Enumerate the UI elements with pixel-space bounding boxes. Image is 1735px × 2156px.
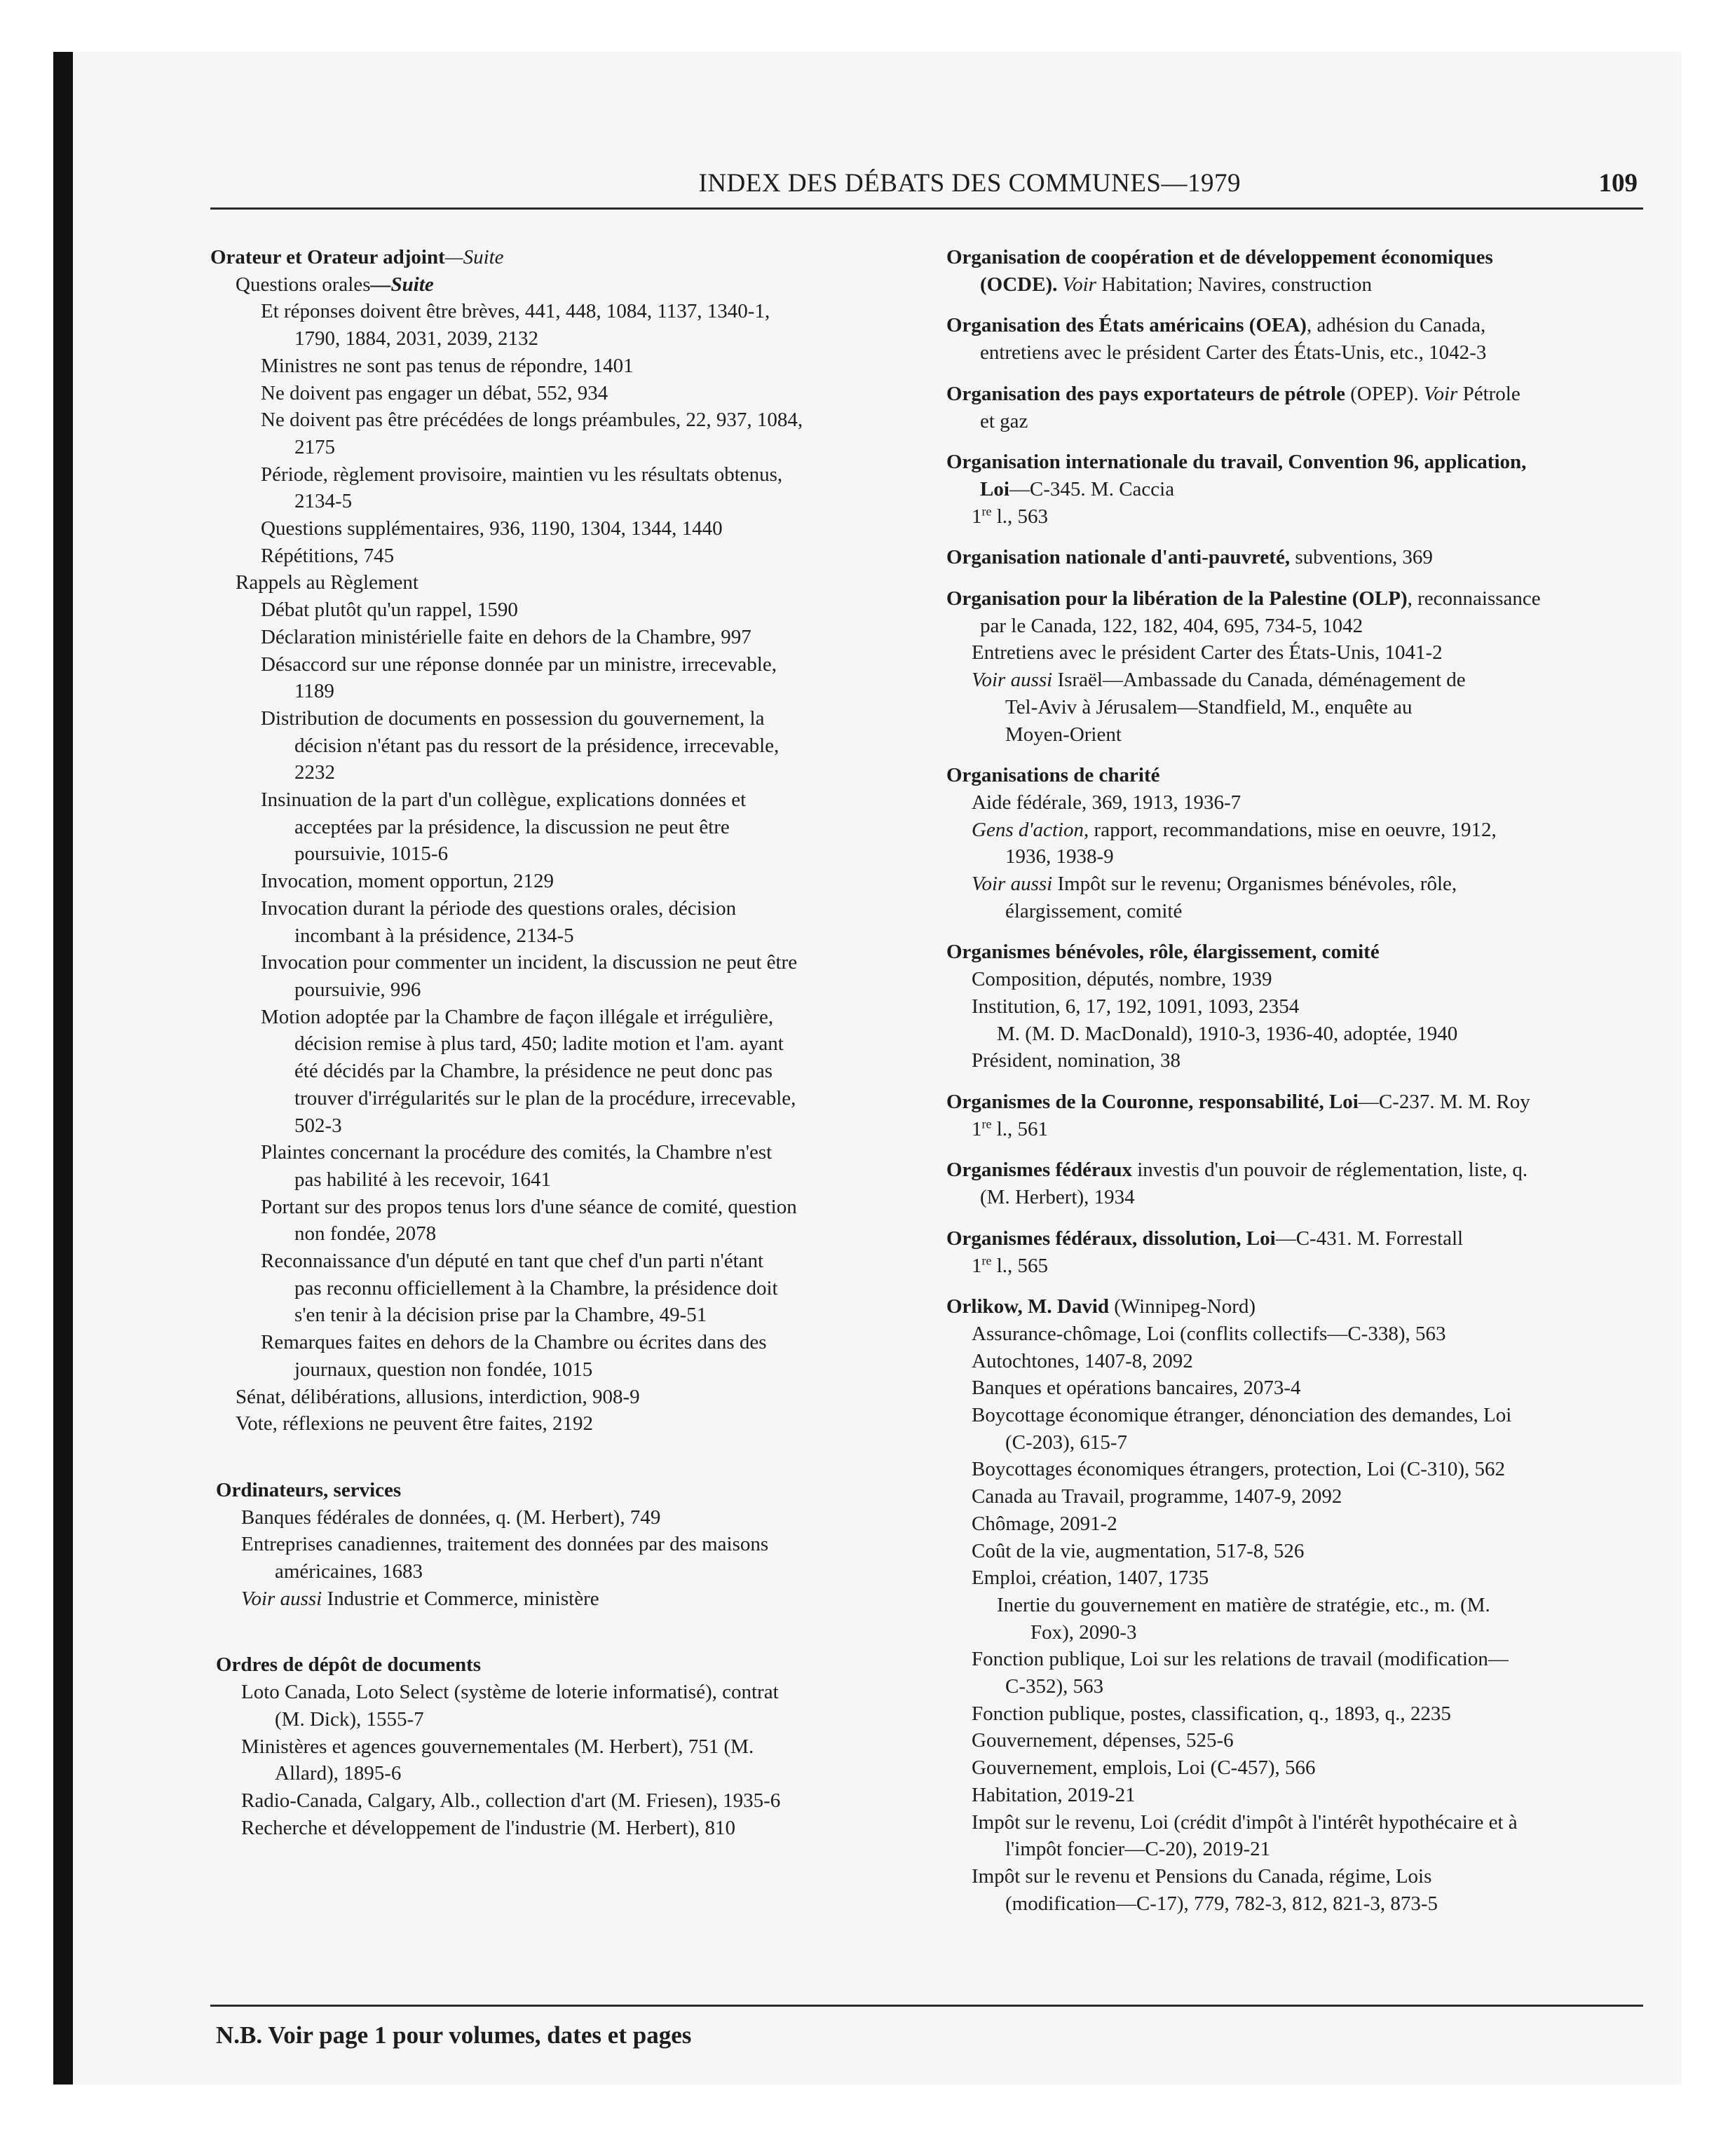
entry-heading: Organisation de coopération et de développement économiques (946, 246, 1493, 268)
reading-ref: 1re l., 563 (972, 503, 1049, 528)
sub-entry: Ne doivent pas être précédées de longs préambules, 22, 937, 1084, (261, 409, 803, 432)
sub-entry-cont: élargissement, comité (1005, 899, 1183, 922)
sub-entry-cont: 1790, 1884, 2031, 2039, 2132 (294, 327, 538, 350)
entry-heading: Organisation nationale d'anti-pauvreté, subventions, 369 (946, 546, 1433, 569)
index-page (210, 165, 1643, 2049)
sub-entry-cont: Fox), 2090-3 (1030, 1621, 1137, 1644)
sub-entry: Ne doivent pas engager un débat, 552, 934 (261, 381, 608, 404)
sub-entry-cont: été décidés par la Chambre, la présidence ne peut donc pas (294, 1060, 773, 1083)
sub-entry: Fonction publique, postes, classification, q., 1893, q., 2235 (972, 1702, 1451, 1725)
sub-entry: Président, nomination, 38 (972, 1049, 1181, 1072)
sub-entry: Gouvernement, dépenses, 525-6 (972, 1729, 1234, 1752)
sub-entry-cont: (M. Dick), 1555-7 (275, 1707, 424, 1731)
sub-entry: Période, règlement provisoire, maintien vu les résultats obtenus, (261, 463, 783, 486)
entry-heading: Organisation internationale du travail, Convention 96, application, (946, 451, 1527, 474)
sub-entry: Ministères et agences gouvernementales (M. Herbert), 751 (M. (241, 1735, 754, 1758)
see-also: Voir aussi Industrie et Commerce, ministère (241, 1587, 599, 1610)
entry-cont: entretiens avec le président Carter des États-Unis, etc., 1042-3 (980, 341, 1487, 364)
reading-ref: 1re l., 561 (972, 1117, 1049, 1140)
entry-heading: Organisations de charité (946, 764, 1160, 787)
sub-entry: Aide fédérale, 369, 1913, 1936-7 (972, 791, 1241, 814)
sub-heading: Rappels au Règlement (236, 571, 419, 594)
sub-entry: Boycottages économiques étrangers, protection, Loi (C-310), 562 (972, 1458, 1506, 1481)
sub-entry: Habitation, 2019-21 (972, 1783, 1136, 1806)
sub-entry: Banques fédérales de données, q. (M. Herbert), 749 (241, 1506, 661, 1529)
entry-heading: Organisation des États américains (OEA), adhésion du Canada, (946, 314, 1486, 337)
see-also: Voir aussi Israël—Ambassade du Canada, déménagement de (972, 669, 1466, 692)
sub-entry-cont: pas habilité à les recevoir, 1641 (294, 1168, 552, 1191)
sub-entry: Canada au Travail, programme, 1407-9, 2092 (972, 1485, 1342, 1508)
sub-entry-cont: 2175 (294, 435, 335, 458)
sub-entry: Fonction publique, Loi sur les relations de travail (modification— (972, 1648, 1509, 1671)
sub-entry-cont: trouver d'irrégularités sur le plan de la procédure, irrecevable, (294, 1086, 796, 1110)
right-column (946, 244, 1640, 1917)
sub-sub-entry: M. (M. D. MacDonald), 1910-3, 1936-40, adoptée, 1940 (997, 1022, 1458, 1045)
sub-entry-cont: Tel-Aviv à Jérusalem—Standfield, M., enquête au (1005, 695, 1413, 718)
reading-ref: 1re l., 565 (972, 1253, 1049, 1277)
sub-entry-cont: (C-203), 615-7 (1005, 1431, 1127, 1454)
footer-rule (210, 2005, 1643, 2007)
page-header (210, 165, 1643, 210)
sub-entry: Entretiens avec le président Carter des États-Unis, 1041-2 (972, 641, 1443, 664)
sub-entry-cont: s'en tenir à la décision prise par la Chambre, 49-51 (294, 1304, 707, 1327)
entry-heading: Organismes fédéraux investis d'un pouvoir de réglementation, liste, q. (946, 1159, 1528, 1182)
sub-entry: Gouvernement, emplois, Loi (C-457), 566 (972, 1756, 1316, 1780)
sub-entry: Insinuation de la part d'un collègue, explications données et (261, 789, 747, 812)
see-also: Voir aussi Impôt sur le revenu; Organismes bénévoles, rôle, (972, 873, 1457, 896)
sub-entry-cont: Allard), 1895-6 (275, 1762, 402, 1785)
sub-entry: Coût de la vie, augmentation, 517-8, 526 (972, 1539, 1305, 1562)
sub-entry-cont: C-352), 563 (1005, 1675, 1104, 1698)
sub-entry: Débat plutôt qu'un rappel, 1590 (261, 599, 518, 622)
sub-heading: Sénat, délibérations, allusions, interdiction, 908-9 (236, 1385, 640, 1408)
entry-heading: Organisation des pays exportateurs de pétrole (OPEP). Voir Pétrole (946, 382, 1520, 405)
sub-entry-cont: poursuivie, 996 (294, 978, 421, 1001)
sub-entry: Assurance-chômage, Loi (conflits collectifs—C-338), 563 (972, 1322, 1446, 1345)
entry-cont: et gaz (980, 409, 1028, 432)
sub-entry: Invocation pour commenter un incident, la discussion ne peut être (261, 951, 798, 974)
sub-entry-cont: l'impôt foncier—C-20), 2019-21 (1005, 1838, 1271, 1861)
sub-entry: Plaintes concernant la procédure des comités, la Chambre n'est (261, 1141, 773, 1164)
left-column (210, 244, 894, 1841)
sub-entry-cont: poursuivie, 1015-6 (294, 842, 449, 866)
sub-entry: Boycottage économique étranger, dénonciation des demandes, Loi (972, 1404, 1512, 1427)
page-number: 109 (1598, 169, 1638, 198)
entry-heading: Organisation pour la libération de la Palestine (OLP), reconnaissance (946, 587, 1541, 610)
entry-heading: Ordinateurs, services (216, 1478, 402, 1501)
sub-entry-cont: décision n'étant pas du ressort de la présidence, irrecevable, (294, 734, 780, 757)
entry-heading: Orateur et Orateur adjoint—Suite (210, 246, 504, 268)
entry-heading: Organismes fédéraux, dissolution, Loi—C-431. M. Forrestall (946, 1227, 1464, 1250)
entry-heading: Organismes bénévoles, rôle, élargissement, comité (946, 941, 1380, 964)
sub-entry: Désaccord sur une réponse donnée par un ministre, irrecevable, (261, 653, 777, 676)
sub-entry: Banques et opérations bancaires, 2073-4 (972, 1377, 1301, 1400)
sub-entry-cont: non fondée, 2078 (294, 1222, 437, 1246)
sub-entry-cont: acceptées par la présidence, la discussion ne peut être (294, 815, 730, 838)
sub-entry: Répétitions, 745 (261, 544, 395, 567)
sub-entry: Reconnaissance d'un député en tant que chef d'un parti n'étant (261, 1250, 764, 1273)
sub-sub-entry: Inertie du gouvernement en matière de stratégie, etc., m. (M. (997, 1593, 1490, 1616)
sub-entry-cont: 2232 (294, 761, 335, 784)
sub-entry: Emploi, création, 1407, 1735 (972, 1567, 1209, 1590)
entry-heading: Orlikow, M. David (Winnipeg-Nord) (946, 1295, 1256, 1318)
sub-entry: Institution, 6, 17, 192, 1091, 1093, 2354 (972, 995, 1300, 1018)
sub-entry: Loto Canada, Loto Select (système de loterie informatisé), contrat (241, 1681, 779, 1704)
scan-edge-bar (53, 52, 73, 2085)
sub-entry: Motion adoptée par la Chambre de façon illégale et irrégulière, (261, 1005, 774, 1028)
sub-entry: Portant sur des propos tenus lors d'une séance de comité, question (261, 1195, 797, 1218)
footer-note: N.B. Voir page 1 pour volumes, dates et pages (216, 2021, 692, 2049)
sub-entry-cont: pas reconnu officiellement à la Chambre, la présidence doit (294, 1276, 778, 1299)
sub-entry-cont: (modification—C-17), 779, 782-3, 812, 821-3, 873-5 (1005, 1892, 1438, 1915)
sub-entry-cont: incombant à la présidence, 2134-5 (294, 924, 574, 947)
sub-entry: Ministres ne sont pas tenus de répondre, 1401 (261, 354, 634, 377)
entry-heading: Ordres de dépôt de documents (216, 1653, 482, 1677)
sub-entry: Radio-Canada, Calgary, Alb., collection d'art (M. Friesen), 1935-6 (241, 1789, 781, 1812)
sub-entry-cont: journaux, question non fondée, 1015 (294, 1358, 593, 1381)
sub-entry-cont: décision remise à plus tard, 450; ladite motion et l'am. ayant (294, 1032, 784, 1056)
sub-entry-cont: Moyen-Orient (1005, 723, 1122, 746)
sub-entry: Impôt sur le revenu, Loi (crédit d'impôt à l'intérêt hypothécaire et à (972, 1810, 1518, 1834)
sub-heading: Vote, réflexions ne peuvent être faites, 2192 (236, 1412, 594, 1435)
sub-entry-cont: 502-3 (294, 1114, 342, 1137)
sub-entry: Autochtones, 1407-8, 2092 (972, 1349, 1193, 1372)
sub-entry: Chômage, 2091-2 (972, 1512, 1117, 1535)
sub-entry: Impôt sur le revenu et Pensions du Canada, régime, Lois (972, 1864, 1432, 1888)
sub-entry: Gens d'action, rapport, recommandations, mise en oeuvre, 1912, (972, 818, 1497, 841)
sub-entry-cont: 1936, 1938-9 (1005, 845, 1114, 868)
sub-entry: Et réponses doivent être brèves, 441, 448, 1084, 1137, 1340-1, (261, 300, 770, 323)
entry-cont: Loi—C-345. M. Caccia (980, 477, 1175, 500)
sub-entry: Entreprises canadiennes, traitement des données par des maisons (241, 1533, 769, 1556)
sub-entry-cont: américaines, 1683 (275, 1560, 423, 1583)
sub-entry-cont: 2134-5 (294, 490, 353, 513)
header-title: INDEX DES DÉBATS DES COMMUNES—1979 (698, 169, 1241, 198)
sub-entry: Questions supplémentaires, 936, 1190, 1304, 1344, 1440 (261, 517, 723, 540)
sub-entry: Remarques faites en dehors de la Chambre ou écrites dans des (261, 1331, 767, 1354)
sub-entry: Distribution de documents en possession du gouvernement, la (261, 707, 765, 730)
entry-cont: par le Canada, 122, 182, 404, 695, 734-5, 1042 (980, 614, 1363, 637)
sub-entry: Composition, députés, nombre, 1939 (972, 968, 1272, 991)
entry-heading: Organismes de la Couronne, responsabilité, Loi—C-237. M. M. Roy (946, 1090, 1530, 1113)
sub-entry: Invocation durant la période des questions orales, décision (261, 896, 737, 920)
entry-cont: (OCDE). Voir Habitation; Navires, construction (980, 273, 1372, 296)
entry-cont: (M. Herbert), 1934 (980, 1186, 1135, 1209)
sub-entry: Invocation, moment opportun, 2129 (261, 870, 554, 893)
sub-entry: Déclaration ministérielle faite en dehors de la Chambre, 997 (261, 625, 751, 648)
sub-heading: Questions orales—Suite (236, 273, 434, 296)
sub-entry-cont: 1189 (294, 680, 334, 703)
sub-entry: Recherche et développement de l'industrie (M. Herbert), 810 (241, 1816, 735, 1839)
